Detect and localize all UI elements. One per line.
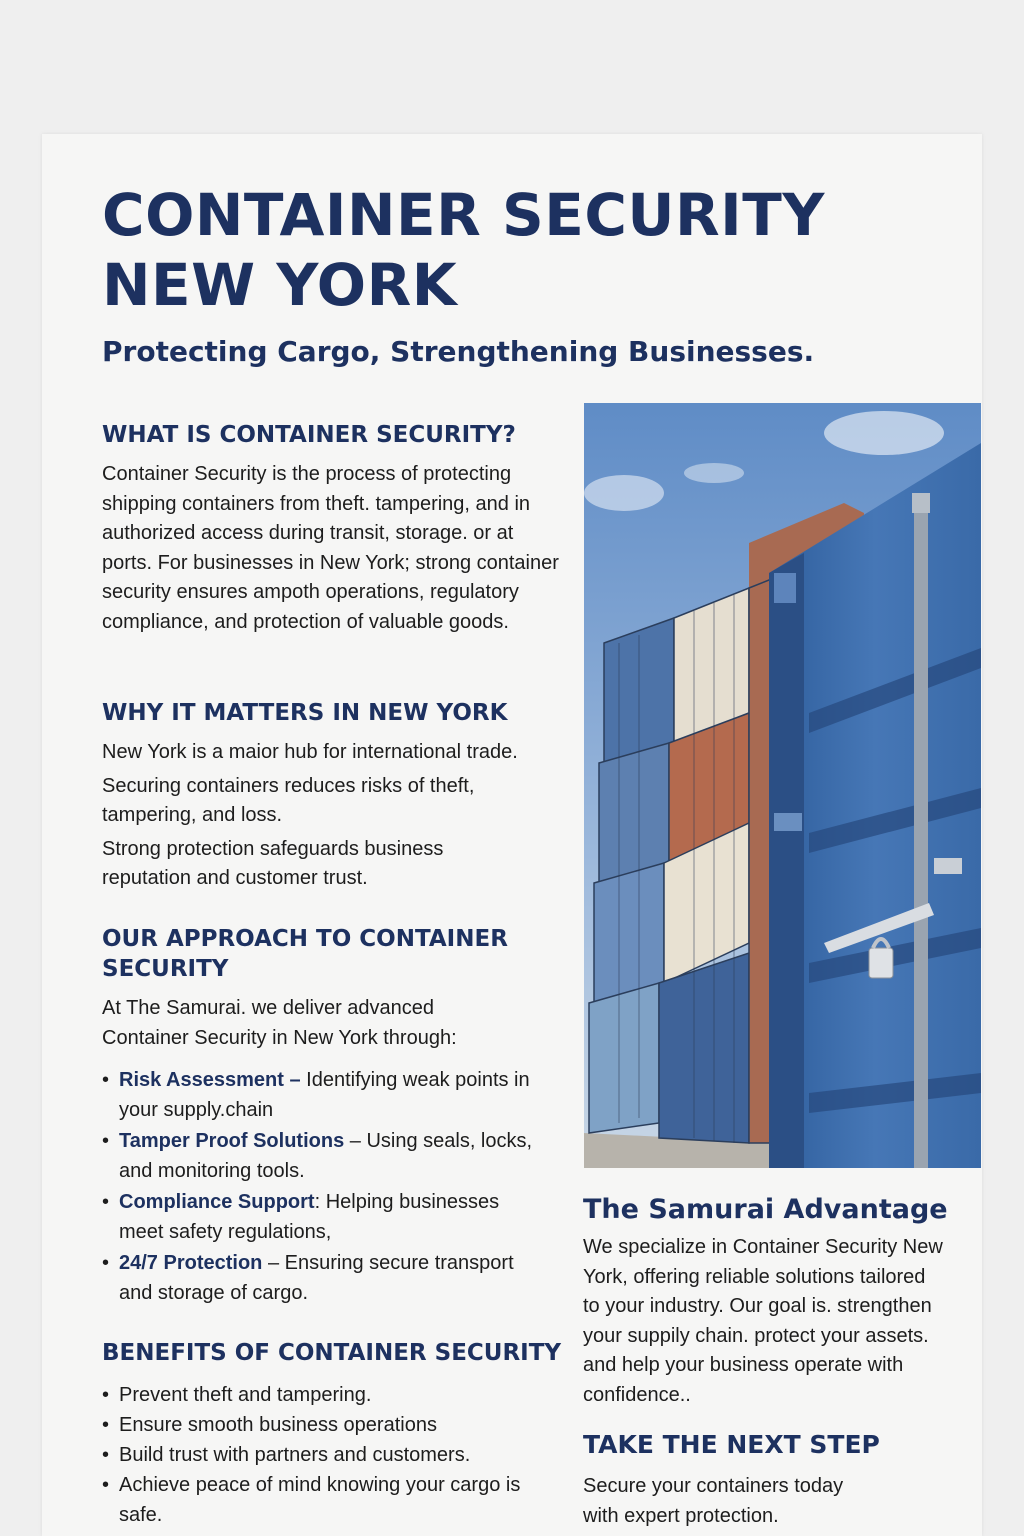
next-step-heading: TAKE THE NEXT STEP	[583, 1430, 880, 1459]
approach-list	[102, 1065, 542, 1308]
benefit-item: • Build trust with partners and customers.	[102, 1440, 557, 1470]
approach-item-desc: Identifying weak points in your supply.chain	[119, 1069, 530, 1121]
section-benefits	[102, 1338, 582, 1530]
approach-heading: OUR APPROACH TO CONTAINER SECURITY	[102, 926, 508, 982]
approach-item-term: 24/7 Protection	[119, 1252, 263, 1274]
approach-item-desc: – Ensuring secure transport and storage of cargo.	[119, 1252, 514, 1304]
advantage-body: We specialize in Container Security New York, offering reliable solutions tailored to your industry. Our goal is. strengthen your suppily chain. protect your assets. and help your business operate with confidence..	[583, 1236, 943, 1406]
approach-item	[102, 1126, 542, 1186]
page-title: CONTAINER SECURITY NEW YORK	[102, 181, 825, 319]
benefits-list	[102, 1380, 557, 1530]
approach-intro: At The Samurai. we deliver advanced Container Security in New York through:	[102, 997, 457, 1049]
approach-item-desc: – Using seals, locks, and monitoring tools.	[119, 1130, 533, 1182]
approach-item-desc: : Helping businesses meet safety regulations,	[119, 1191, 500, 1243]
section-approach	[102, 924, 572, 1309]
why-line-2: Securing containers reduces risks of theft, tampering, and loss.	[102, 774, 475, 826]
approach-item-term: Compliance Support	[119, 1191, 315, 1213]
section-next-step	[583, 1430, 963, 1531]
approach-item	[102, 1187, 542, 1247]
section-advantage	[583, 1193, 963, 1410]
what-heading: WHAT IS CONTAINER SECURITY?	[102, 422, 516, 448]
why-line-3: Strong protection safeguards business reputation and customer trust.	[102, 837, 444, 889]
section-why	[102, 698, 572, 894]
benefits-heading: BENEFITS OF CONTAINER SECURITY	[102, 1340, 562, 1366]
why-line-1: New York is a maior hub for international trade.	[102, 741, 518, 763]
why-heading: WHY IT MATTERS IN NEW YORK	[102, 700, 508, 726]
advantage-heading: The Samurai Advantage	[583, 1194, 948, 1225]
section-what	[102, 420, 572, 637]
container-photo	[584, 403, 981, 1168]
approach-item	[102, 1248, 542, 1308]
what-body: Container Security is the process of protecting shipping containers from theft. tampering, and in authorized access during transit, storage. or at ports. For businesses in New York; strong container security ensures ampoth operations, regulatory compliance, and protection of valuable goods.	[102, 463, 559, 633]
approach-item-term: Tamper Proof Solutions	[119, 1130, 345, 1152]
benefit-item: • Achieve peace of mind knowing your cargo is safe.	[102, 1470, 557, 1530]
next-step-body: Secure your containers today with expert protection.	[583, 1475, 844, 1527]
benefit-item: • Ensure smooth business operations	[102, 1410, 557, 1440]
page-subtitle: Protecting Cargo, Strengthening Businesses.	[102, 335, 815, 368]
benefit-item: • Prevent theft and tampering.	[102, 1380, 557, 1410]
approach-item-term: Risk Assessment –	[119, 1069, 301, 1091]
approach-item	[102, 1065, 542, 1125]
